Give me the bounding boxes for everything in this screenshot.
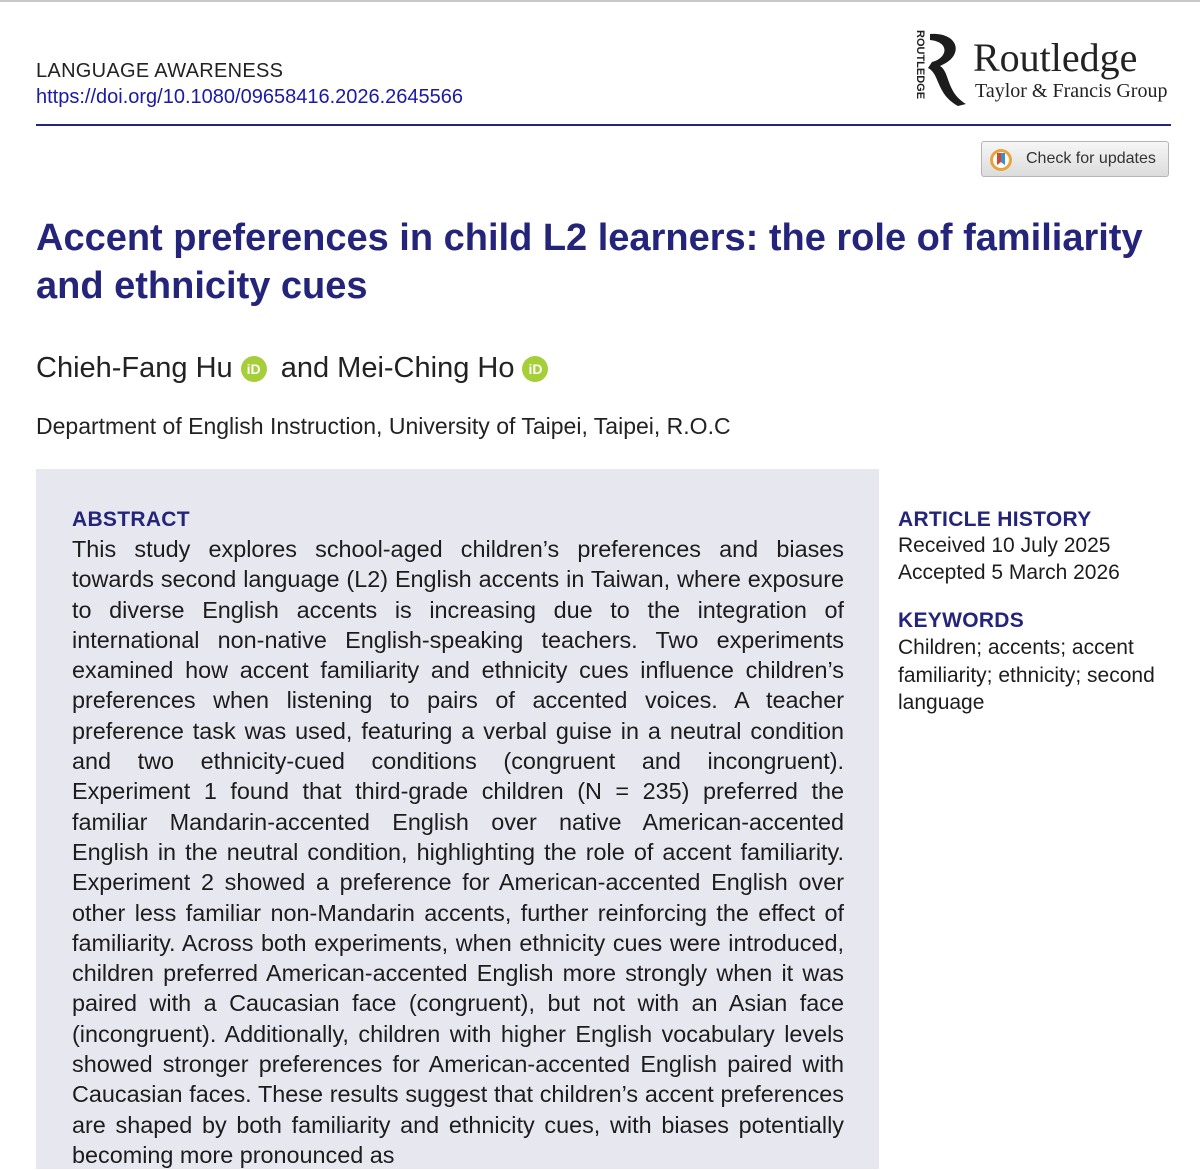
publisher-name: Routledge <box>973 35 1138 80</box>
author-name[interactable]: Mei-Ching Ho <box>337 352 515 384</box>
orcid-icon[interactable]: iD <box>522 356 548 382</box>
keywords-list: Children; accents; accent familiarity; ethnicity; second language <box>898 636 1155 714</box>
crossmark-icon <box>989 148 1013 172</box>
publisher-group: Taylor & Francis Group <box>975 80 1168 102</box>
author-name[interactable]: Chieh-Fang Hu <box>36 352 233 384</box>
accepted-date: Accepted 5 March 2026 <box>898 561 1120 584</box>
article-history-heading: ARTICLE HISTORY <box>898 508 1092 531</box>
header-rule <box>36 124 1171 126</box>
keywords-heading: KEYWORDS <box>898 609 1025 632</box>
top-border <box>0 0 1200 2</box>
received-date: Received 10 July 2025 <box>898 534 1111 557</box>
check-for-updates-label: Check for updates <box>1026 150 1156 167</box>
abstract-text: This study explores school-aged children’s preferences and biases towards second language (L2) English accents in Taiwan, where exposure to diverse English accents is increasing due to the integration of international non-native English-speaking teachers. Two experiments examined how accent familiarity and ethnicity cues influence children’s preferences when listening to pairs of accented voices. A teacher preference task was used, featuring a verbal guise in a neutral condition and two ethnicity-cued conditions (congruent and incongruent). Experiment 1 found that third-grade children (N = 235) preferred the familiar Mandarin-accented English over native American-accented English in the neutral condition, highlighting the role of accent familiarity. Experiment 2 showed a preference for American-accented English over other less familiar non-Mandarin accents, further reinforcing the effect of familiarity. Across both experiments, when ethnicity cues were introduced, children preferred American-accented English more strongly when it was paired with a Caucasian face (congruent), but not with an Asian face (incongruent). Additionally, children with higher English vocabulary levels showed stronger preferences for American-accented English paired with Caucasian faces. These results suggest that children’s accent preferences are shaped by both familiarity and ethnicity cues, with biases potentially becoming more pronounced as <box>72 536 844 1168</box>
abstract-heading: ABSTRACT <box>72 508 190 531</box>
orcid-icon[interactable]: iD <box>241 356 267 382</box>
publisher-logo[interactable] <box>906 28 1176 110</box>
publisher-vertical-text: ROUTLEDGE <box>914 30 926 100</box>
author-list <box>36 352 554 385</box>
doi-link[interactable]: https://doi.org/10.1080/09658416.2026.2645566 <box>36 86 464 108</box>
routledge-logo-icon <box>906 28 970 110</box>
check-for-updates-button[interactable] <box>981 141 1169 177</box>
author-affiliation: Department of English Instruction, University of Taipei, Taipei, R.O.C <box>36 413 731 439</box>
article-title: Accent preferences in child L2 learners: the role of familiarity and ethnicity cues <box>36 217 1143 307</box>
journal-name: LANGUAGE AWARENESS <box>36 60 284 82</box>
author-separator: and <box>280 352 330 384</box>
